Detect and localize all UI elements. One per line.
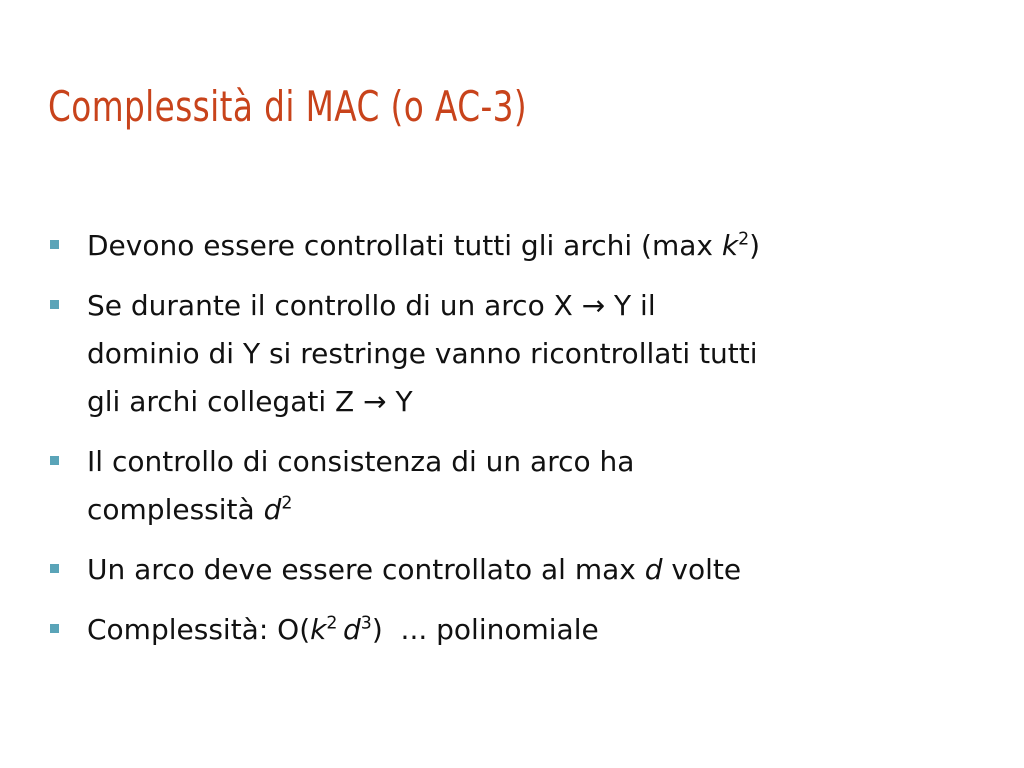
square-bullet-icon xyxy=(50,564,59,573)
square-bullet-icon xyxy=(50,300,59,309)
exponent: 2 xyxy=(738,229,750,250)
text-segment: gli archi collegati Z xyxy=(87,385,364,418)
square-bullet-icon xyxy=(50,240,59,249)
text-segment: Y il xyxy=(605,289,656,322)
bullet-line xyxy=(87,282,970,330)
text-segment: complessità xyxy=(87,493,264,526)
bullet-text xyxy=(87,222,970,270)
bullet-item xyxy=(50,282,970,426)
text-segment: ) xyxy=(749,229,761,262)
math-variable: d xyxy=(342,613,361,646)
right-arrow-icon: → xyxy=(363,385,387,418)
math-variable: k xyxy=(310,613,327,646)
square-bullet-icon xyxy=(50,456,59,465)
bullet-line xyxy=(87,486,970,534)
square-bullet-icon xyxy=(50,624,59,633)
math-variable: k xyxy=(721,229,739,262)
bullet-line xyxy=(87,378,970,426)
bullet-line xyxy=(87,546,970,594)
bullet-text xyxy=(87,546,970,594)
bullet-line: Il controllo di consistenza di un arco ha xyxy=(87,445,635,478)
bullet-list xyxy=(50,222,970,654)
exponent: 3 xyxy=(360,613,372,634)
slide-title: Complessità di MAC (o AC-3) xyxy=(48,82,528,131)
bullet-item xyxy=(50,222,970,270)
bullet-item xyxy=(50,546,970,594)
exponent: 2 xyxy=(326,613,338,634)
bullet-line xyxy=(87,606,970,654)
exponent: 2 xyxy=(281,493,293,514)
text-segment: Complessità: O( xyxy=(87,613,311,646)
text-segment: Devono essere controllati tutti gli archi (max xyxy=(87,229,722,262)
text-segment: ) ... polinomiale xyxy=(371,613,599,646)
text-segment: Y xyxy=(386,385,413,418)
bullet-line xyxy=(87,222,970,270)
text-segment: Un arco deve essere controllato al max xyxy=(87,553,645,586)
bullet-line: dominio di Y si restringe vanno ricontrollati tutti xyxy=(87,337,758,370)
bullet-text xyxy=(87,606,970,654)
bullet-item xyxy=(50,438,970,534)
right-arrow-icon: → xyxy=(581,289,606,322)
text-segment: volte xyxy=(662,553,742,586)
math-variable: d xyxy=(263,493,282,526)
text-segment: Se durante il controllo di un arco X xyxy=(87,289,582,322)
bullet-item xyxy=(50,606,970,654)
bullet-text xyxy=(87,438,970,534)
bullet-text xyxy=(87,282,970,426)
math-variable: d xyxy=(644,553,663,586)
